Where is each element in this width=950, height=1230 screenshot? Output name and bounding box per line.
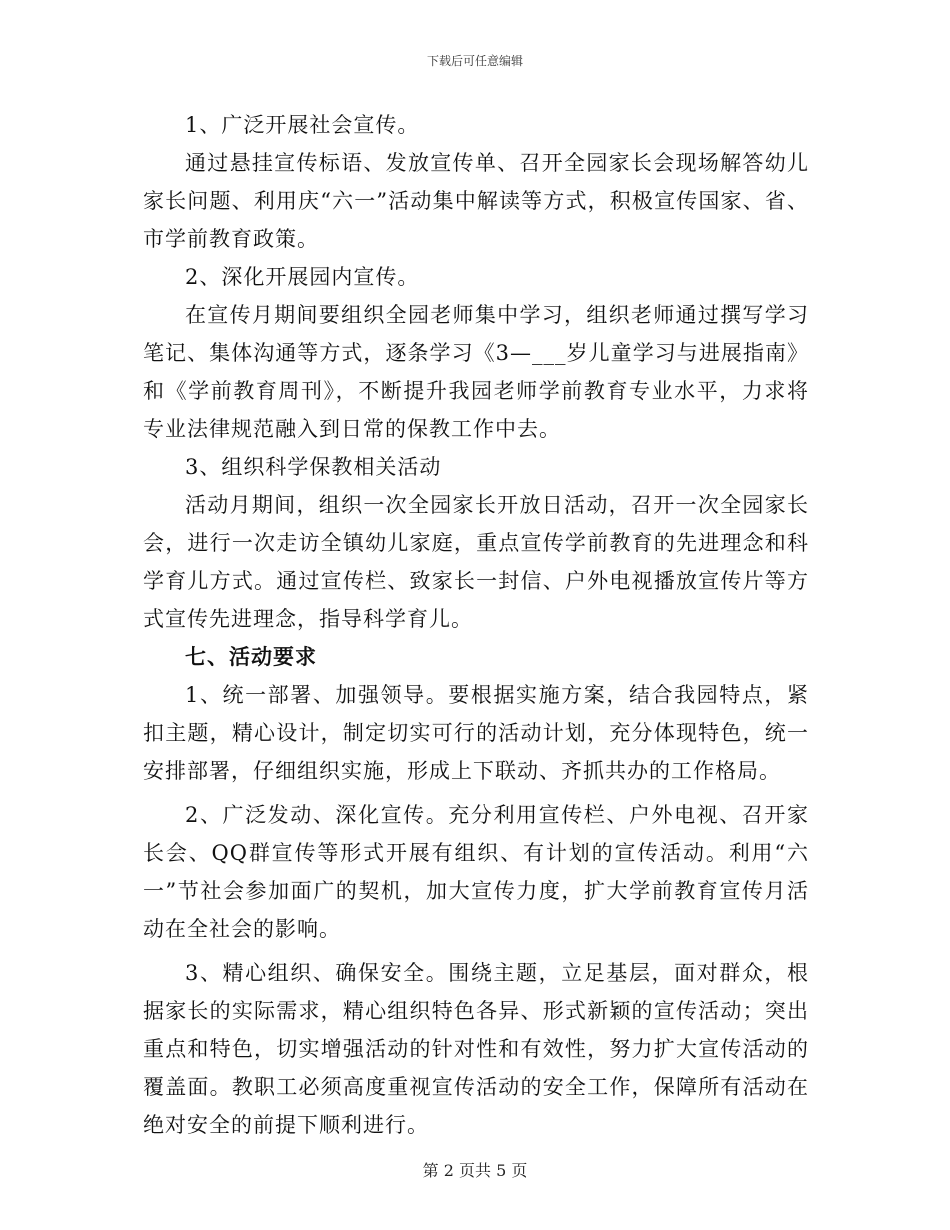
paragraph-requirement-2: 2、广泛发动、深化宣传。充分利用宣传栏、户外电视、召开家长会、QQ群宣传等形式开展有组织、有计划的宣传活动。利用“六一”节社会参加面广的契机，加大宣传力度，扩大学前教育宣传月活动在全社会的影响。: [143, 803, 809, 941]
paragraph-social-publicity: 通过悬挂宣传标语、发放宣传单、召开全园家长会现场解答幼儿家长问题、利用庆“六一”活动集中解读等方式，积极宣传国家、省、市学前教育政策。: [143, 151, 809, 251]
paragraph-requirement-1: 1、统一部署、加强领导。要根据实施方案，结合我园特点，紧扣主题，精心设计，制定切实可行的活动计划，充分体现特色，统一安排部署，仔细组织实施，形成上下联动、齐抓共办的工作格局。: [143, 683, 809, 783]
paragraph-science-activities: 活动月期间，组织一次全园家长开放日活动，召开一次全园家长会，进行一次走访全镇幼儿家庭，重点宣传学前教育的先进理念和科学育儿方式。通过宣传栏、致家长一封信、户外电视播放宣传片等方式宣传先进理念，指导科学育儿。: [143, 493, 809, 631]
document-body: [143, 106, 809, 1144]
paragraph-campus-publicity: 在宣传月期间要组织全园老师集中学习，组织老师通过撰写学习笔记、集体沟通等方式，逐条学习《3—___岁儿童学习与进展指南》和《学前教育周刊》，不断提升我园老师学前教育专业水平，力求将专业法律规范融入到日常的保教工作中去。: [143, 303, 809, 441]
paragraph-requirement-3: 3、精心组织、确保安全。围绕主题，立足基层，面对群众，根据家长的实际需求，精心组织特色各异、形式新颖的宣传活动；突出重点和特色，切实增强活动的针对性和有效性，努力扩大宣传活动的覆盖面。教职工必须高度重视宣传活动的安全工作，保障所有活动在绝对安全的前提下顺利进行。: [143, 961, 809, 1137]
section-heading-requirements: 七、活动要求: [185, 644, 317, 669]
item-heading-campus-publicity: 2、深化开展园内宣传。: [185, 265, 420, 289]
page-header: 下载后可任意编辑: [426, 54, 523, 68]
page-footer: 第 2 页共 5 页: [422, 1161, 528, 1180]
item-heading-social-publicity: 1、广泛开展社会宣传。: [185, 113, 420, 137]
item-heading-science-activities: 3、组织科学保教相关活动: [185, 455, 442, 479]
